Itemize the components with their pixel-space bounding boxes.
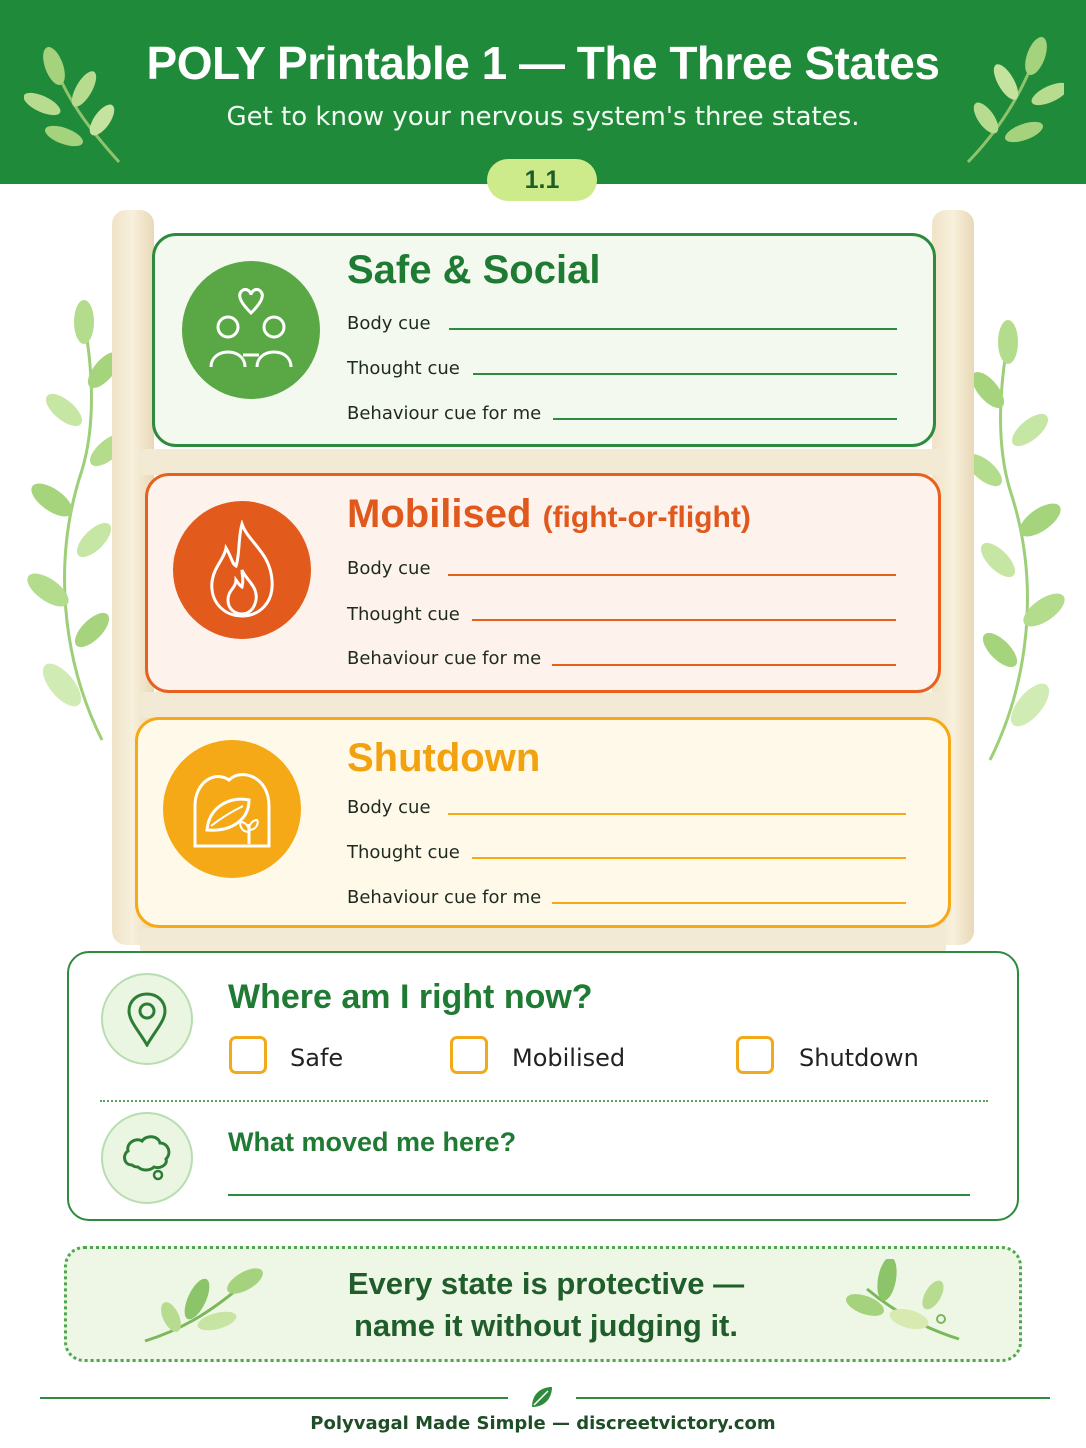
site-credit: Polyvagal Made Simple — discreetvictory.com: [310, 1413, 776, 1434]
checkbox-mobilised[interactable]: [450, 1036, 488, 1074]
shutdown-icon-circle: [163, 740, 301, 878]
checkbox-label-safe: Safe: [290, 1044, 344, 1072]
write-line[interactable]: [552, 902, 906, 904]
write-line[interactable]: [472, 619, 896, 621]
state-title-sub: (fight-or-flight): [542, 501, 751, 534]
location-pin-icon: [125, 991, 169, 1047]
people-heart-icon: [203, 287, 299, 373]
ladder-rung: [140, 449, 946, 475]
thought-bubble-icon-circle: [101, 1112, 193, 1204]
affirmation-box: [64, 1246, 1022, 1362]
write-line[interactable]: [553, 418, 897, 420]
safe-icon-circle: [182, 261, 320, 399]
checkbox-label-mobilised: Mobilised: [512, 1044, 626, 1072]
state-title: Safe & Social: [347, 248, 601, 292]
cue-label: Thought cue: [347, 358, 460, 379]
state-title-main: Mobilised: [347, 492, 532, 536]
checkbox-shutdown[interactable]: [736, 1036, 774, 1074]
write-line[interactable]: [448, 574, 896, 576]
followup-question: What moved me here?: [228, 1127, 517, 1157]
write-line[interactable]: [449, 328, 897, 330]
cue-label: Behaviour cue for me: [347, 403, 542, 424]
thought-bubble-icon: [120, 1131, 174, 1185]
leaf-icon: [528, 1383, 556, 1411]
state-card-safe: [152, 233, 936, 447]
cue-label: Behaviour cue for me: [347, 887, 542, 908]
section-badge: 1.1: [487, 159, 597, 201]
ladder-rung: [140, 692, 946, 718]
cue-label: Body cue: [347, 797, 431, 818]
cue-label: Body cue: [347, 558, 431, 579]
page-subtitle: Get to know your nervous system's three states.: [226, 102, 860, 132]
header-banner: [0, 0, 1086, 184]
cue-label: Thought cue: [347, 604, 460, 625]
page-title: POLY Printable 1 — The Three States: [146, 37, 940, 89]
location-pin-icon-circle: [101, 973, 193, 1065]
write-line[interactable]: [472, 857, 906, 859]
cue-label: Thought cue: [347, 842, 460, 863]
dotted-divider: [100, 1100, 988, 1102]
write-line[interactable]: [448, 813, 906, 815]
checkbox-safe[interactable]: [229, 1036, 267, 1074]
state-card-mobilised: [145, 473, 941, 693]
write-line[interactable]: [552, 664, 896, 666]
write-line[interactable]: [473, 373, 897, 375]
flame-icon: [202, 520, 282, 620]
write-line[interactable]: [228, 1194, 970, 1196]
state-title: Shutdown: [347, 736, 541, 780]
where-question: Where am I right now?: [228, 978, 593, 1016]
cue-label: Behaviour cue for me: [347, 648, 542, 669]
shell-leaf-icon: [187, 766, 277, 852]
checkbox-label-shutdown: Shutdown: [799, 1044, 919, 1072]
mobilised-icon-circle: [173, 501, 311, 639]
state-title: [347, 492, 751, 537]
vine-right-decoration: [960, 320, 1070, 770]
cue-label: Body cue: [347, 313, 431, 334]
state-card-shutdown: [135, 717, 951, 928]
footer-rule-left: [40, 1397, 508, 1399]
footer-rule-right: [576, 1397, 1050, 1399]
affirmation-line-2: name it without judging it.: [353, 1308, 738, 1343]
affirmation-line-1: Every state is protective —: [347, 1266, 745, 1301]
